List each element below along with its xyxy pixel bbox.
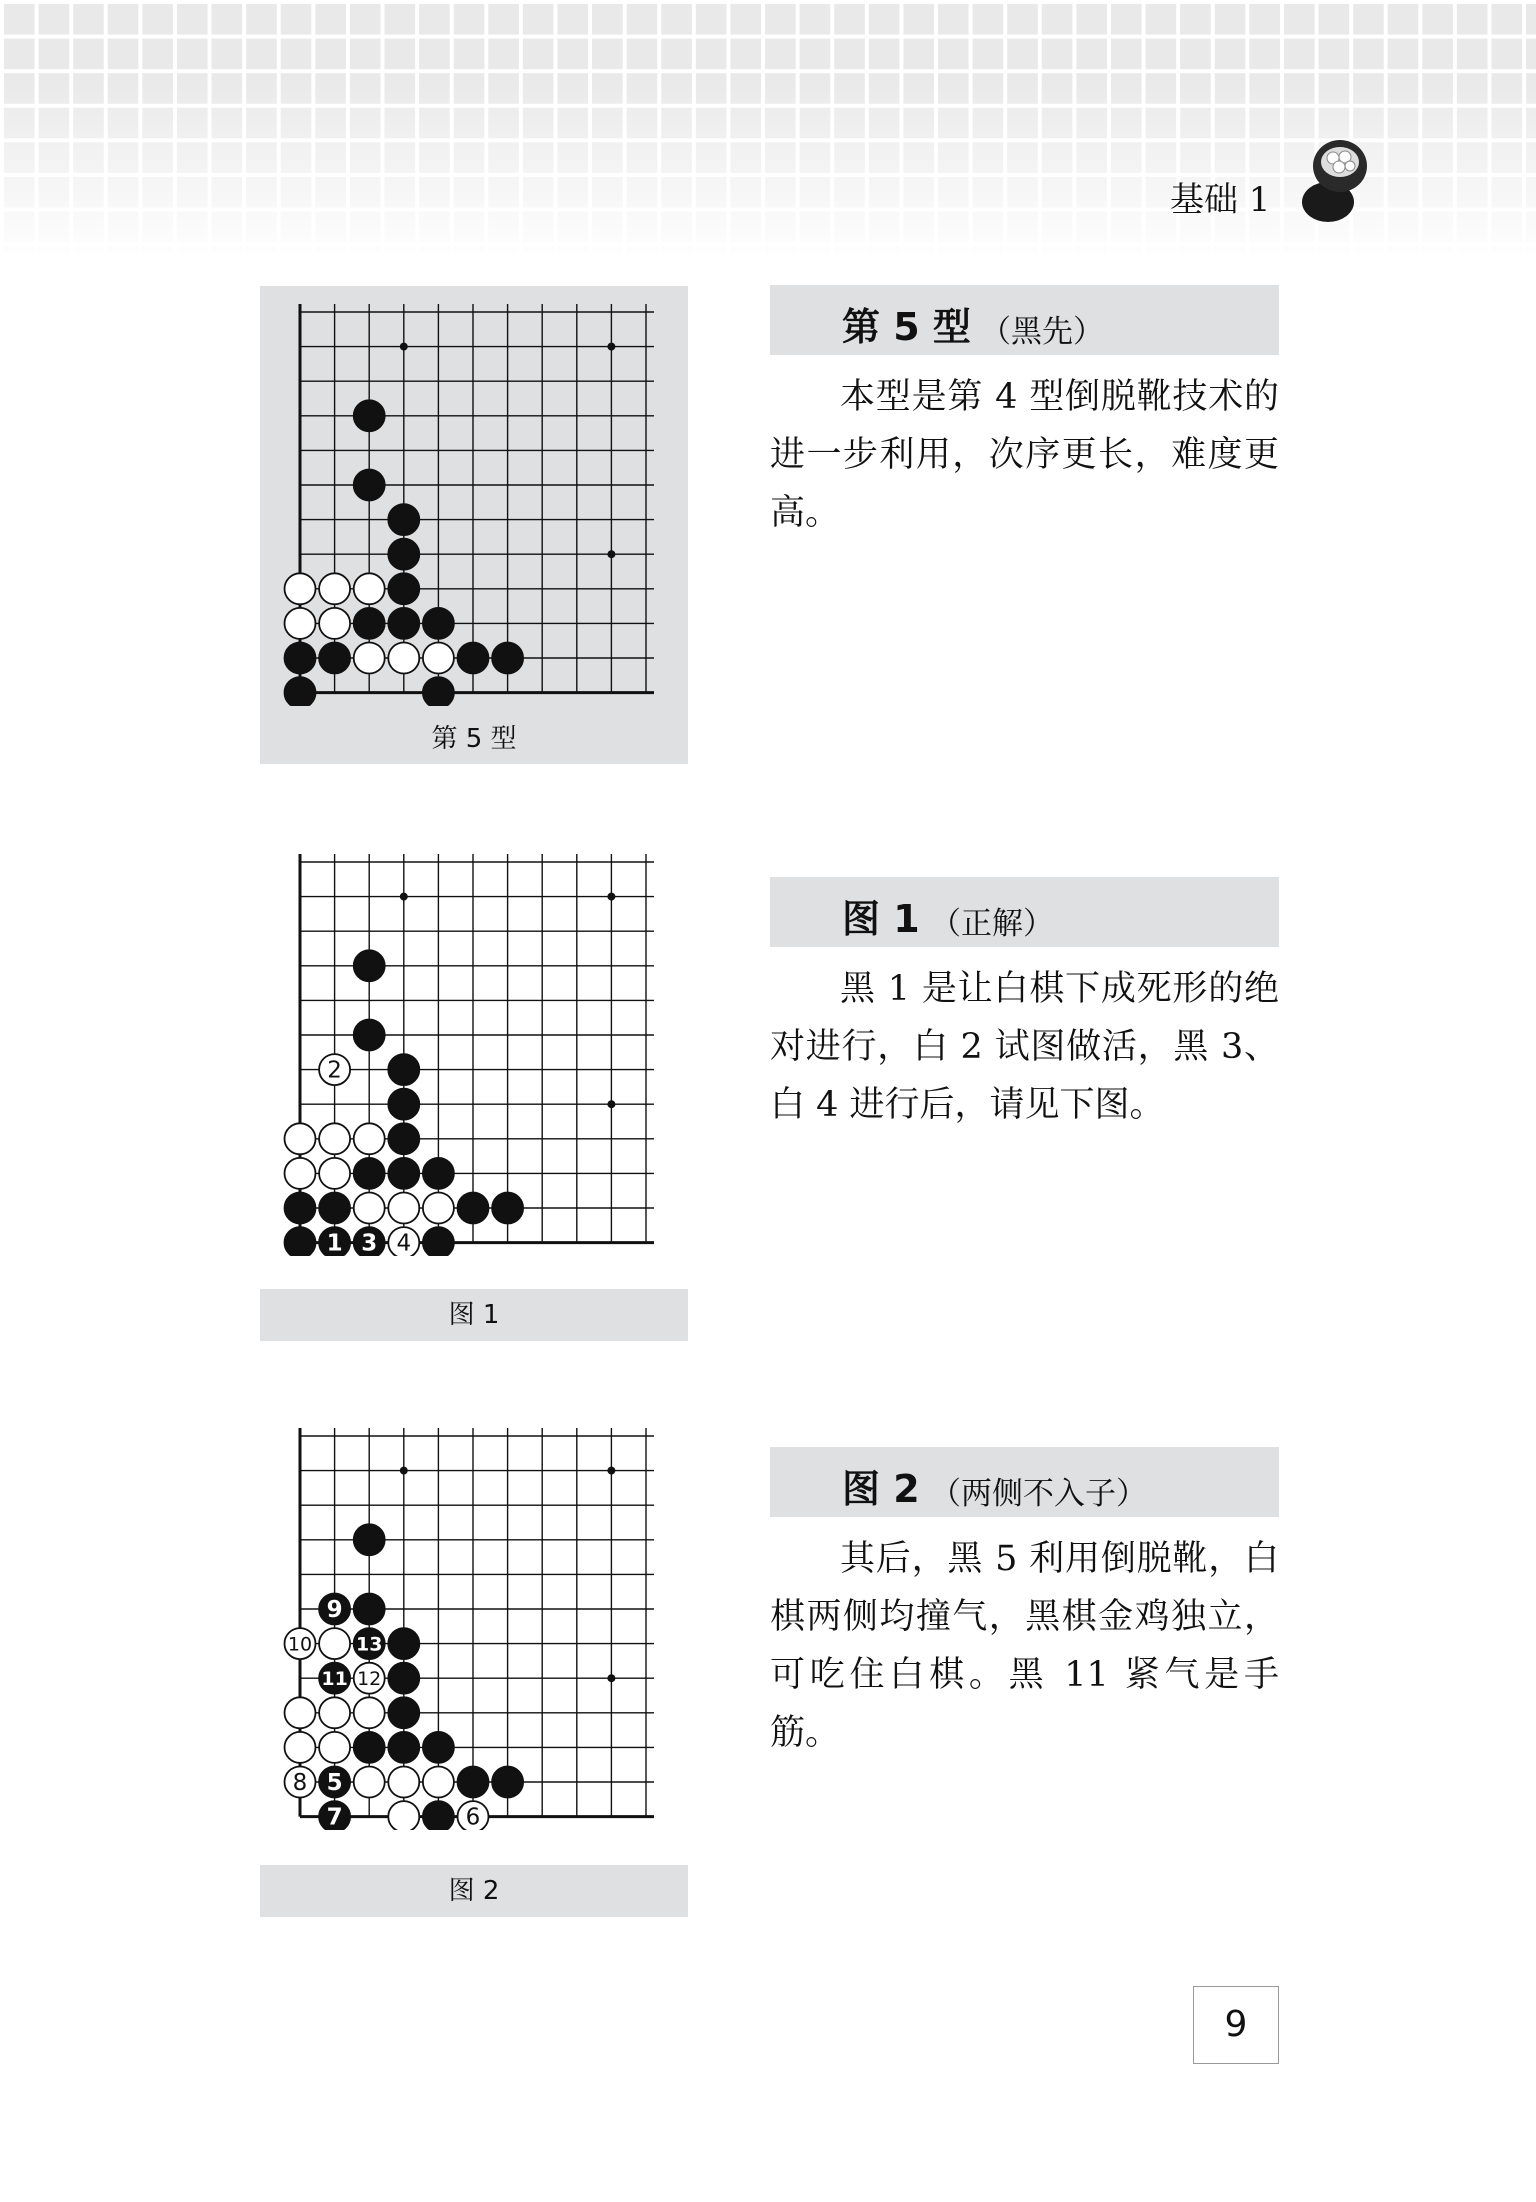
black-stone xyxy=(354,1227,385,1256)
white-stone xyxy=(388,1801,419,1830)
section-title-bar xyxy=(770,285,1279,355)
board-grid xyxy=(300,304,654,693)
white-stone xyxy=(285,1697,316,1728)
white-stone xyxy=(354,1697,385,1728)
black-stone xyxy=(285,1193,316,1224)
black-stone xyxy=(388,1054,419,1085)
white-stone xyxy=(285,573,316,604)
stone-move-label: 7 xyxy=(326,1804,343,1830)
white-stone xyxy=(319,1732,350,1763)
white-stone xyxy=(285,1732,316,1763)
problem-5-figure xyxy=(260,286,688,764)
black-stone xyxy=(388,573,419,604)
star-point xyxy=(400,893,408,901)
black-stone xyxy=(354,1158,385,1189)
stone-move-label: 5 xyxy=(326,1770,343,1796)
white-stone xyxy=(285,608,316,639)
white-stone xyxy=(423,1767,454,1798)
stone-move-label: 13 xyxy=(355,1633,383,1656)
black-stone xyxy=(354,1594,385,1625)
black-stone xyxy=(354,608,385,639)
black-stone xyxy=(388,1123,419,1154)
black-stone xyxy=(492,1193,523,1224)
white-stone xyxy=(354,643,385,674)
section-subtitle: （两侧不入子） xyxy=(930,1476,1147,1512)
black-stone xyxy=(285,643,316,674)
white-stone xyxy=(285,1158,316,1189)
white-stone xyxy=(285,1628,316,1659)
star-point xyxy=(607,893,615,901)
black-stone xyxy=(354,470,385,501)
go-board-problem-5 xyxy=(260,286,688,706)
black-stone xyxy=(354,1020,385,1051)
stone-move-label: 1 xyxy=(326,1230,343,1256)
black-stone xyxy=(492,643,523,674)
go-board-diagram-1 xyxy=(260,836,688,1256)
white-stone xyxy=(319,1054,350,1085)
star-point xyxy=(400,343,408,351)
black-stone xyxy=(423,1732,454,1763)
black-stone xyxy=(458,1767,489,1798)
white-stone xyxy=(388,1767,419,1798)
black-stone xyxy=(388,1089,419,1120)
black-stone xyxy=(388,539,419,570)
white-stone xyxy=(354,1193,385,1224)
white-stone xyxy=(285,1767,316,1798)
white-stone xyxy=(354,1767,385,1798)
section-subtitle: （正解） xyxy=(930,906,1054,942)
star-point xyxy=(607,1467,615,1475)
stone-move-label: 10 xyxy=(287,1633,313,1656)
board-grid xyxy=(300,854,654,1243)
black-stone xyxy=(354,1524,385,1555)
black-stone xyxy=(319,1227,350,1256)
section-title: 第 5 型 xyxy=(842,305,971,349)
white-stone xyxy=(319,608,350,639)
black-stone xyxy=(458,643,489,674)
black-stone xyxy=(354,1628,385,1659)
figure-caption: 图 1 xyxy=(260,1289,688,1341)
black-stone xyxy=(388,504,419,535)
figure-caption: 图 2 xyxy=(260,1865,688,1917)
white-stone xyxy=(319,1123,350,1154)
stone-move-label: 11 xyxy=(321,1668,348,1691)
black-stone xyxy=(388,1732,419,1763)
white-stone xyxy=(285,1123,316,1154)
stone-move-label: 4 xyxy=(396,1230,412,1256)
go-stone-bowl-icon xyxy=(1290,138,1374,228)
black-stone xyxy=(354,400,385,431)
white-stone xyxy=(423,1193,454,1224)
section-body: 黑 1 是让白棋下成死形的绝对进行，白 2 试图做活，黑 3、白 4 进行后，请见下图。 xyxy=(770,969,1279,1125)
section-title: 图 2 xyxy=(842,1467,920,1511)
black-stone xyxy=(423,1227,454,1256)
black-stone xyxy=(388,1158,419,1189)
black-stone xyxy=(388,1628,419,1659)
white-stone xyxy=(423,643,454,674)
black-stone xyxy=(423,1801,454,1830)
black-stone xyxy=(423,1158,454,1189)
stone-move-label: 8 xyxy=(292,1770,308,1796)
white-stone xyxy=(354,1663,385,1694)
diagram-2-figure xyxy=(260,1410,688,1830)
section-title-bar xyxy=(770,1447,1279,1517)
star-point xyxy=(607,343,615,351)
white-stone xyxy=(319,1158,350,1189)
black-stone xyxy=(319,1663,350,1694)
black-stone xyxy=(388,1663,419,1694)
black-stone xyxy=(354,1732,385,1763)
board-grid xyxy=(300,1428,654,1817)
stone-move-label: 9 xyxy=(326,1597,343,1623)
section-body: 其后，黑 5 利用倒脱靴，白棋两侧均撞气，黑棋金鸡独立，可吃住白棋。黑 11 紧气是手筋。 xyxy=(770,1539,1279,1753)
black-stone xyxy=(423,608,454,639)
black-stone xyxy=(319,1193,350,1224)
stone-move-label: 2 xyxy=(327,1057,342,1084)
white-stone xyxy=(458,1801,489,1830)
figure-caption: 第 5 型 xyxy=(431,724,517,754)
star-point xyxy=(607,1100,615,1108)
stone-move-label: 3 xyxy=(361,1230,378,1256)
page-number: 9 xyxy=(1193,1986,1279,2064)
section-title: 图 1 xyxy=(842,897,920,941)
white-stone xyxy=(388,1193,419,1224)
black-stone xyxy=(319,1594,350,1625)
white-stone xyxy=(354,573,385,604)
running-title: 基础 1 xyxy=(1170,180,1271,220)
white-stone xyxy=(319,1628,350,1659)
section-title-bar xyxy=(770,877,1279,947)
white-stone xyxy=(319,1697,350,1728)
white-stone xyxy=(319,573,350,604)
black-stone xyxy=(354,950,385,981)
stone-move-label: 12 xyxy=(357,1668,382,1691)
black-stone xyxy=(285,1227,316,1256)
white-stone xyxy=(388,1227,419,1256)
black-stone xyxy=(319,1801,350,1830)
black-stone xyxy=(319,643,350,674)
star-point xyxy=(607,1674,615,1682)
black-stone xyxy=(388,608,419,639)
black-stone xyxy=(458,1193,489,1224)
white-stone xyxy=(354,1123,385,1154)
black-stone xyxy=(388,1697,419,1728)
white-stone xyxy=(388,643,419,674)
black-stone xyxy=(492,1767,523,1798)
section-body: 本型是第 4 型倒脱靴技术的进一步利用，次序更长，难度更高。 xyxy=(770,377,1279,533)
black-stone xyxy=(285,677,316,706)
star-point xyxy=(607,550,615,558)
star-point xyxy=(400,1467,408,1475)
go-board-diagram-2 xyxy=(260,1410,688,1830)
section-subtitle: （黑先） xyxy=(980,314,1104,350)
stone-move-label: 6 xyxy=(465,1804,481,1830)
black-stone xyxy=(319,1767,350,1798)
diagram-1-figure xyxy=(260,836,688,1256)
black-stone xyxy=(423,677,454,706)
